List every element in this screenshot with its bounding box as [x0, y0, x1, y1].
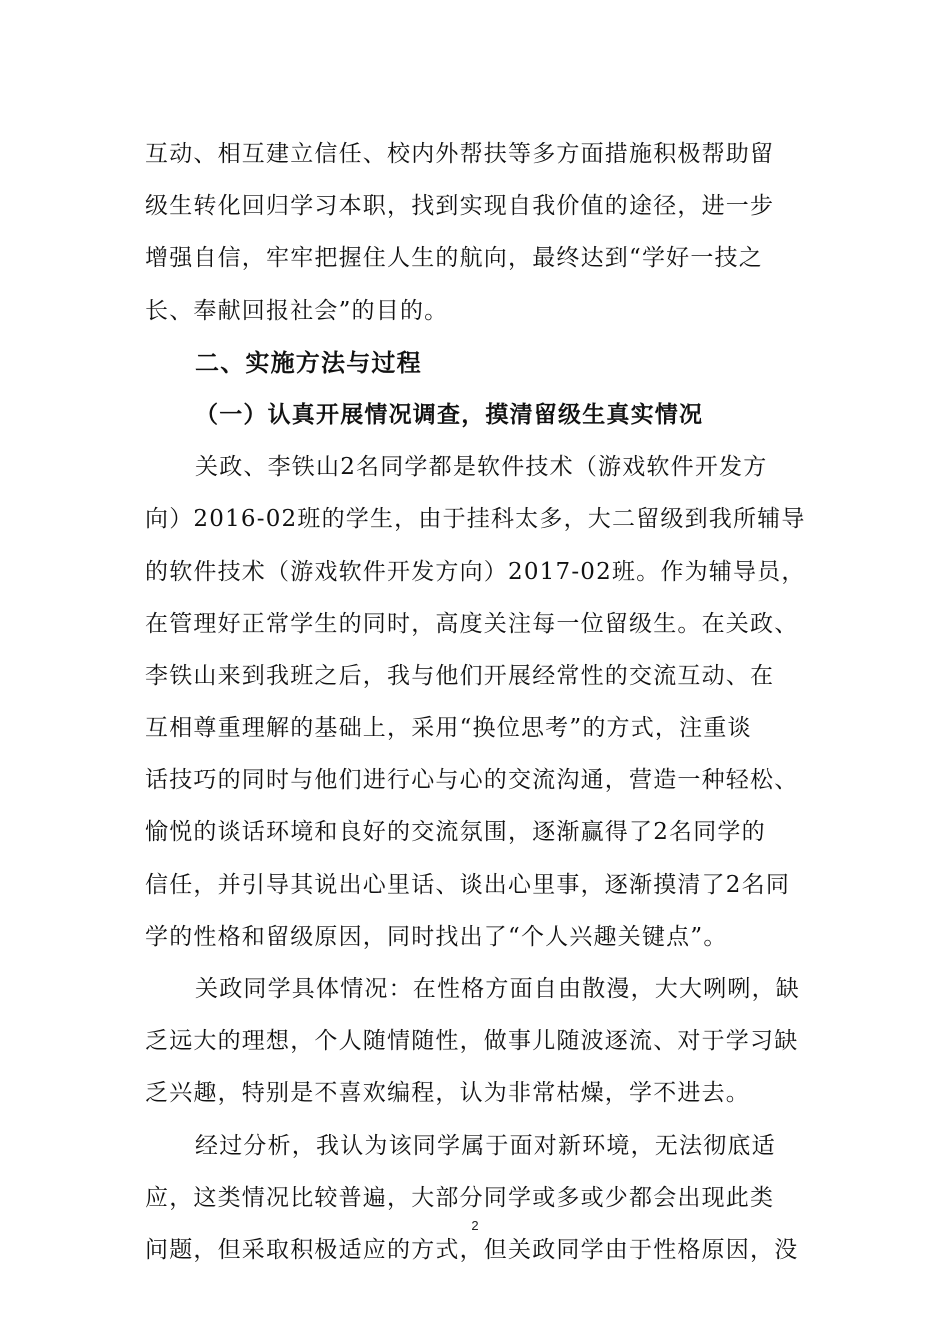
section-heading: 二、实施方法与过程: [195, 347, 422, 377]
paragraph-line: 乏远大的理想，个人随情随性，做事儿随波逐流、对于学习缺: [145, 1028, 799, 1055]
paragraph-line: 向）2016-02班的学生，由于挂科太多，大二留级到我所辅导: [145, 506, 806, 533]
paragraph-line: 学的性格和留级原因，同时找出了“个人兴趣关键点”。: [145, 923, 728, 950]
paragraph-line: 信任，并引导其说出心里话、谈出心里事，逐渐摸清了2名同: [145, 871, 791, 898]
subsection-heading: （一）认真开展情况调查，摸清留级生真实情况: [195, 400, 704, 428]
paragraph-line: 关政、李铁山2名同学都是软件技术（游戏软件开发方: [195, 454, 768, 481]
paragraph-line: 经过分析，我认为该同学属于面对新环境，无法彻底适: [195, 1132, 776, 1159]
paragraph-line: 在管理好正常学生的同时，高度关注每一位留级生。在关政、: [145, 610, 799, 637]
paragraph-line: 问题，但采取积极适应的方式，但关政同学由于性格原因，没: [145, 1236, 799, 1263]
paragraph-line: 互相尊重理解的基础上，采用“换位思考”的方式，注重谈: [145, 715, 752, 742]
page-number: 2: [471, 1218, 479, 1233]
paragraph-line: 的软件技术（游戏软件开发方向）2017-02班。作为辅导员，: [145, 558, 806, 585]
paragraph-line: 应，这类情况比较普遍，大部分同学或多或少都会出现此类: [145, 1184, 775, 1211]
paragraph-line: 乏兴趣，特别是不喜欢编程，认为非常枯燥，学不进去。: [145, 1080, 750, 1107]
paragraph-line: 愉悦的谈话环境和良好的交流氛围，逐渐赢得了2名同学的: [145, 819, 766, 846]
body-line-4: 长、奉献回报社会”的目的。: [145, 297, 449, 324]
body-line-2: 级生转化回归学习本职，找到实现自我价值的途径，进一步: [145, 193, 775, 220]
document-body: [145, 128, 805, 1276]
paragraph-line: 话技巧的同时与他们进行心与心的交流沟通，营造一种轻松、: [145, 767, 799, 794]
paragraph-line: 关政同学具体情况：在性格方面自由散漫，大大咧咧，缺: [195, 976, 800, 1002]
body-line-1: 互动、相互建立信任、校内外帮扶等多方面措施积极帮助留: [145, 141, 775, 167]
paragraph-line: 李铁山来到我班之后，我与他们开展经常性的交流互动、在: [145, 662, 775, 689]
body-line-3: 增强自信，牢牢把握住人生的航向，最终达到“学好一技之: [145, 245, 763, 272]
